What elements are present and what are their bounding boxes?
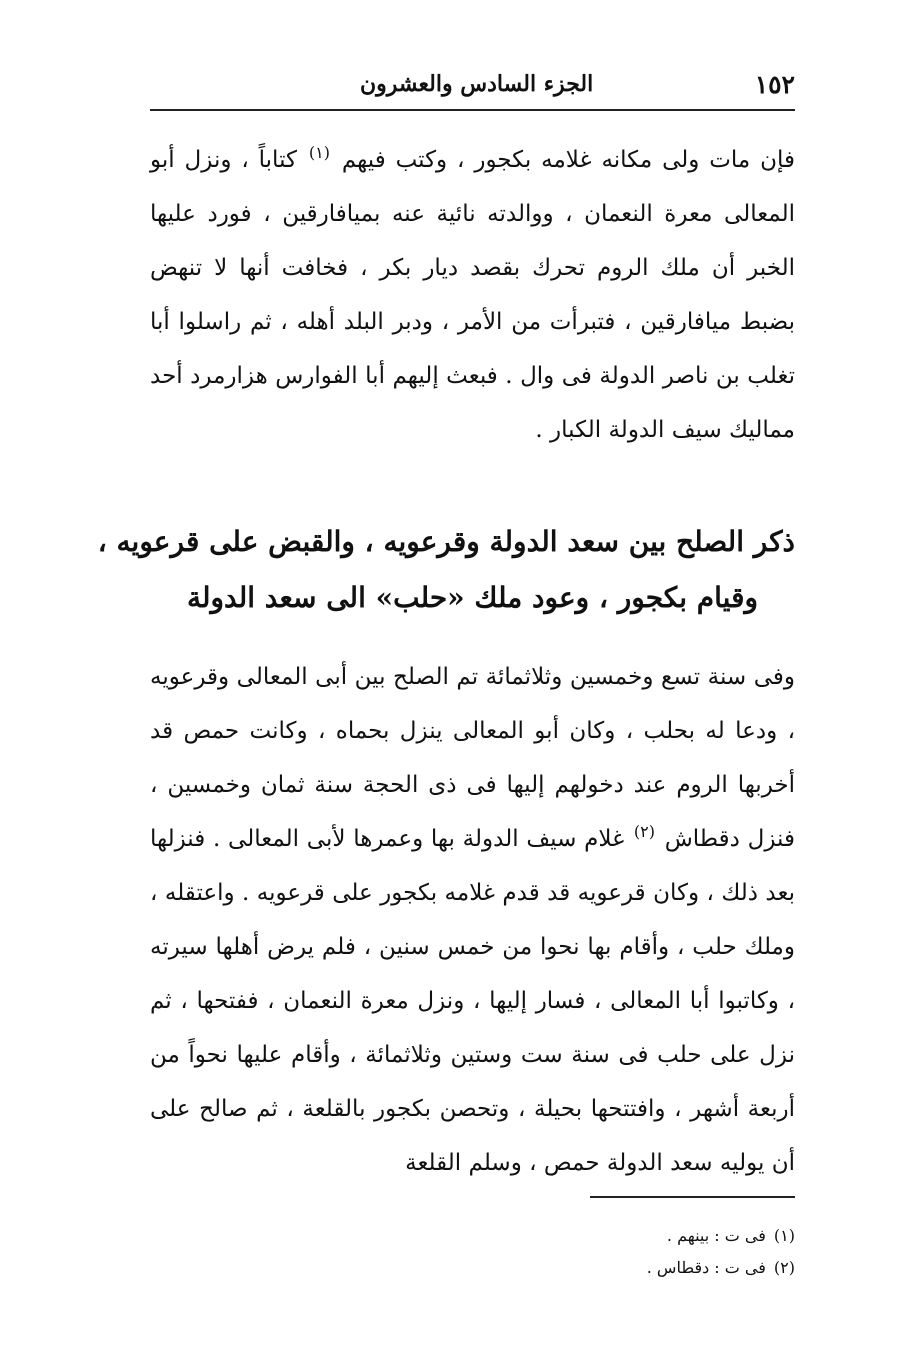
section-heading [97, 514, 795, 626]
footnote-1 [560, 1220, 795, 1252]
paragraph-2-part-1: وفى سنة تسع وخمسين وثلاثمائة تم الصلح بين أبى المعالى وقرعويه ، ودعا له بحلب ، وكان أبو المعالى ينزل بحماه ، وكانت حمص قد أخربها الروم عند دخولهم إليها فى ذى الحجة سنة ثمان وخمسين ، فنزل دقطاش [150, 664, 795, 852]
section-heading-line-1: ذكر الصلح بين سعد الدولة وقرعويه ، والقبض على قرعويه ، [97, 525, 795, 558]
paragraph-1 [150, 133, 795, 457]
footnote-ref-1: (١) [308, 143, 330, 163]
section-heading-line-2: وقيام بكجور ، وعود ملك «حلب» الى سعد الدولة [186, 581, 759, 614]
page-number: ١٥٢ [754, 69, 795, 99]
paragraph-2-part-2: غلام سيف الدولة بها وعمرها لأبى المعالى . فنزلها بعد ذلك ، وكان قرعويه قد قدم غلامه بكجور على قرعويه . واعتقله ، وملك حلب ، وأقام بها نحوا من خمس سنين ، فلم يرض أهلها سيرته ، وكاتبوا أبا المعالى ، فسار إليها ، ونزل معرة النعمان ، ففتحها ، ثم نزل على حلب فى سنة ست وستين وثلاثمائة ، وأقام عليها نحواً من أربعة أشهر ، وافتتحها بحيلة ، وتحصن بكجور بالقلعة ، ثم صالح على أن يوليه سعد الدولة حمص ، وسلم القلعة [150, 826, 795, 1176]
paragraph-2 [150, 650, 795, 1190]
footnotes [560, 1220, 795, 1284]
footnote-2 [560, 1252, 795, 1284]
paragraph-1-part-2: كتاباً ، ونزل أبو المعالى معرة النعمان ، ووالدته نائية عنه بميافارقين ، فورد عليها الخبر أن ملك الروم تحرك بقصد ديار بكر ، فخافت أنها لا تنهض بضبط ميافارقين ، فتبرأت من الأمر ، ودبر البلد أهله ، ثم راسلوا أبا تغلب بن ناصر الدولة فى وال . فبعث إليهم أبا الفوارس هزارمرد أحد مماليك سيف الدولة الكبار . [150, 147, 795, 443]
page-header [150, 60, 795, 108]
header-rule [150, 109, 795, 111]
paragraph-1-part-1: فإن مات ولى مكانه غلامه بكجور ، وكتب فيهم [341, 147, 796, 173]
footnote-1-number: (١) [773, 1226, 795, 1245]
footnote-2-number: (٢) [773, 1258, 795, 1277]
footnote-2-text: فى ت : دقطاس . [646, 1258, 766, 1277]
footnote-1-text: فى ت : بينهم . [666, 1226, 766, 1245]
footnote-ref-2: (٢) [633, 822, 655, 842]
footnote-rule [590, 1196, 795, 1198]
running-title: الجزء السادس والعشرون [360, 71, 594, 97]
